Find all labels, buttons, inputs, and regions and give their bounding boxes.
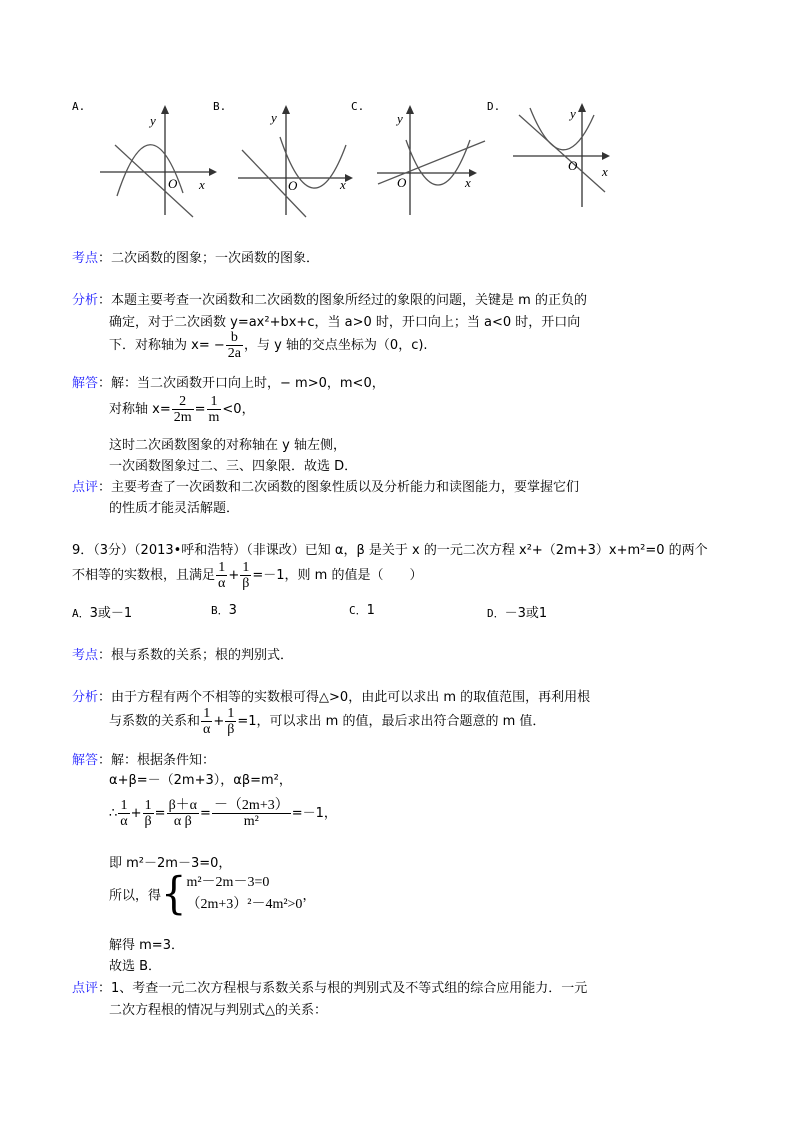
fraction: $\frac{1}{m}$ (208, 394, 220, 425)
option-c-letter: C. (351, 100, 365, 113)
graph-option-b[interactable] (236, 105, 356, 220)
q9-jieda-line3: ∴ $\frac{1}{\alpha}$ + $\frac{1}{\beta}$ = $\frac{\beta+\alpha}{\text{α β}}$ = $\frac{-(2m+3)}{\text{m²}}$ =－1， (109, 798, 337, 829)
q9-option-a[interactable]: A．3或－1 (72, 606, 133, 621)
fenxi-label: 分析 (72, 293, 99, 308)
q9-jieda: 解答：解：根据条件知： (72, 753, 216, 768)
q9-dianping: 点评：1、考查一元二次方程根与系数关系与根的判别式及不等式组的综合应用能力．一元 (72, 981, 588, 996)
jieda-label: 解答 (72, 753, 99, 768)
kaodian-text: 二次函数的图象；一次函数的图象． (111, 251, 320, 266)
origin-label: O (397, 175, 407, 190)
left-brace: { (161, 868, 187, 920)
graph-option-c[interactable] (375, 105, 490, 220)
q9-jieda-line4: 即 m²－2m－3=0， (109, 856, 232, 871)
q9-dianping-line2: 二次方程根的情况与判别式△的关系： (109, 1003, 327, 1018)
fenxi-label: 分析 (72, 690, 99, 705)
option-d-letter: D. (487, 100, 501, 113)
q9-jieda-line6: 解得 m=3． (109, 938, 184, 953)
q8-jieda-line4: 一次函数图象过二、三、四象限．故选 D． (109, 459, 358, 474)
q8-dianping: 点评：主要考查了一次函数和二次函数的图象性质以及分析能力和读图能力，要掌握它们 (72, 480, 580, 495)
dianping-label: 点评 (72, 981, 99, 996)
jieda-line1: 解：当二次函数开口向上时，− m>0，m<0， (111, 376, 385, 391)
y-axis-label: y (271, 110, 277, 125)
q9-option-b[interactable]: B．3 (211, 603, 237, 618)
q9-option-c[interactable]: C．1 (349, 603, 375, 618)
option-b-letter: B. (213, 100, 227, 113)
q8-jieda: 解答：解：当二次函数开口向上时，− m>0，m<0， (72, 376, 385, 391)
fraction: $\frac{1}{\beta}$ (242, 560, 250, 591)
fraction: $\frac{1}{\beta}$ (227, 706, 235, 737)
q9-stem-line1: 9．（3分）（2013•呼和浩特）（非课改）已知 α，β 是关于 x 的一元二次方程 x²+（2m+3）x+m²=0 的两个 (72, 543, 708, 558)
q9-fenxi-line2: 与系数的关系和 $\frac{1}{\alpha}$ + $\frac{1}{\beta}$ =1，可以求出 m 的值，最后求出符合题意的 m 值． (109, 706, 546, 737)
y-axis-label: y (397, 111, 403, 126)
q8-fenxi-line3: 下．对称轴为 x= − $\frac{b}{2a}$ ，与 y 轴的交点坐标为（0，c). (109, 330, 428, 361)
jieda-label: 解答 (72, 376, 99, 391)
q9-option-d[interactable]: D．－3或1 (487, 606, 548, 621)
q8-fenxi-line2: 确定，对于二次函数 y=ax²+bx+c，当 a>0 时，开口向上；当 a<0 时，开口向 (109, 315, 581, 330)
fraction: $\frac{1}{\alpha}$ (218, 560, 226, 591)
dianping-label: 点评 (72, 480, 99, 495)
x-axis-label: x (465, 175, 471, 190)
q8-fenxi: 分析：本题主要考查一次函数和二次函数的图象所经过的象限的问题，关键是 m 的正负的 (72, 293, 587, 308)
graph-option-d[interactable] (510, 103, 625, 208)
origin-label: O (168, 176, 178, 191)
origin-label: O (288, 178, 298, 193)
dianping-line1: 主要考查了一次函数和二次函数的图象性质以及分析能力和读图能力，要掌握它们 (111, 480, 580, 495)
graph-option-a[interactable] (95, 105, 220, 220)
x-axis-label: x (199, 177, 205, 192)
option-a-letter: A. (72, 100, 86, 113)
y-axis-label: y (150, 113, 156, 128)
kaodian-label: 考点 (72, 648, 99, 663)
q8-jieda-line2: 对称轴 x= $\frac{2}{2m}$ = $\frac{1}{m}$ <0， (109, 394, 255, 425)
fraction: $\frac{b}{2a}$ (227, 330, 241, 361)
q9-jieda-line7: 故选 B． (109, 959, 162, 974)
q9-kaodian: 考点：根与系数的关系；根的判别式． (72, 648, 294, 663)
q8-kaodian: 考点：二次函数的图象；一次函数的图象． (72, 251, 320, 266)
fraction: $\frac{2}{2m}$ (173, 394, 192, 425)
q9-fenxi: 分析：由于方程有两个不相等的实数根可得△>0，由此可以求出 m 的取值范围，再利用根 (72, 690, 591, 705)
equation-system: m²－2m－3=0 （2m+3）²－4m²>0 (186, 875, 303, 912)
origin-label: O (568, 158, 578, 173)
x-axis-label: x (340, 177, 346, 192)
x-axis-label: x (602, 164, 608, 179)
y-axis-label: y (570, 106, 576, 121)
q9-jieda-system: 所以，得{ m²－2m－3=0 （2m+3）²－4m²>0 ， (109, 868, 316, 920)
q8-jieda-line3: 这时二次函数图象的对称轴在 y 轴左侧， (109, 438, 346, 453)
q8-dianping-line2: 的性质才能灵活解题． (109, 501, 240, 516)
q9-stem-line2: 不相等的实数根，且满足 $\frac{1}{\alpha}$ + $\frac{1}{\beta}$ =－1，则 m 的值是（ ） (72, 560, 423, 591)
fenxi-line1: 本题主要考查一次函数和二次函数的图象所经过的象限的问题，关键是 m 的正负的 (111, 293, 587, 308)
fraction: $\frac{1}{\alpha}$ (203, 706, 211, 737)
kaodian-label: 考点 (72, 251, 99, 266)
q9-jieda-line2: α+β=－（2m+3），αβ=m²， (109, 773, 292, 788)
